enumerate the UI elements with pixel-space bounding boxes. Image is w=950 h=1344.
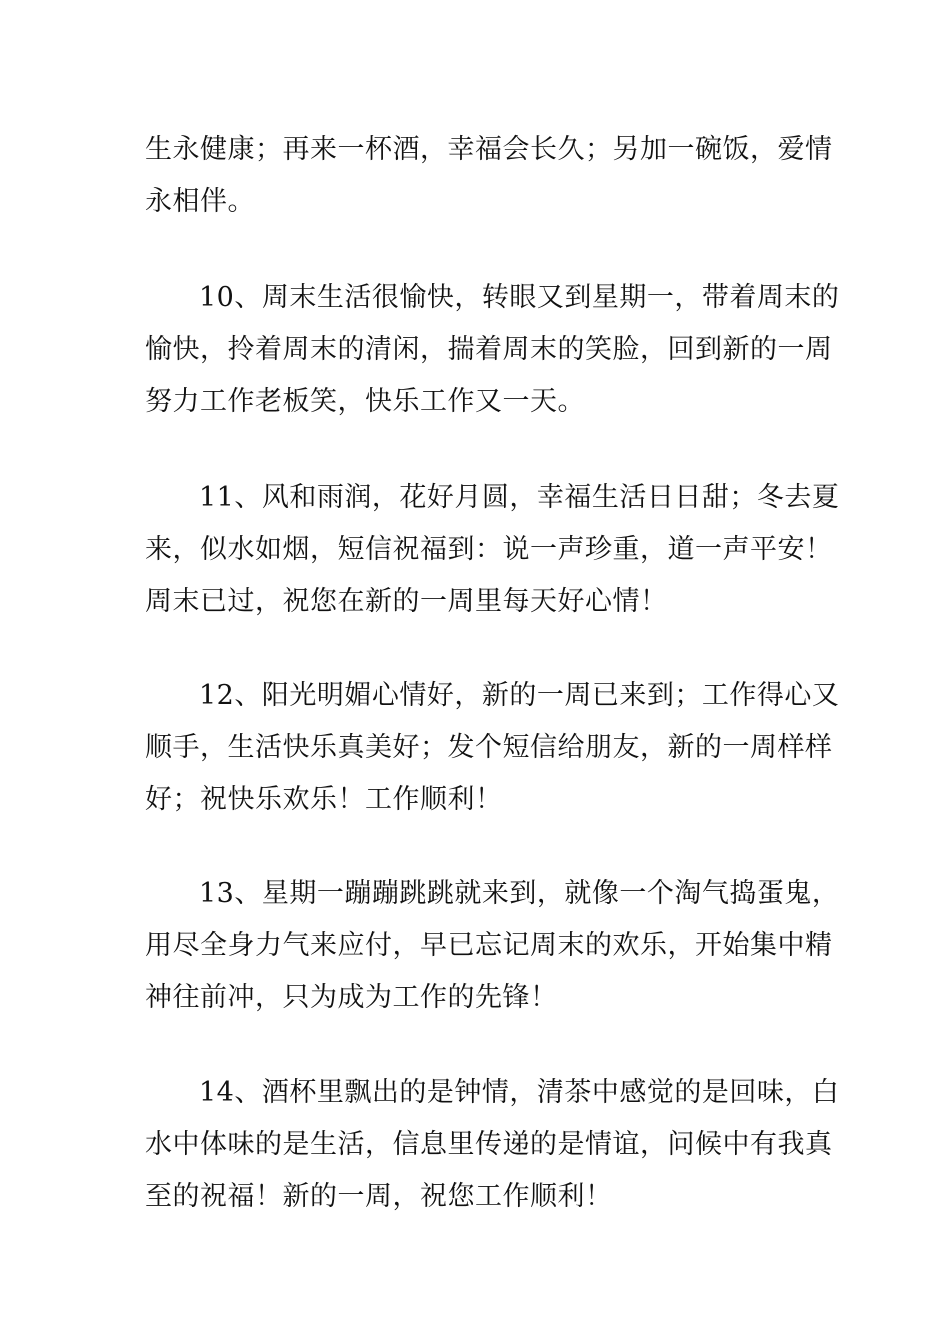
text-line: 周末已过，祝您在新的一周里每天好心情！ [145,586,668,617]
text-line: 11、风和雨润，花好月圆，幸福生活日日甜；冬去夏 [199,482,840,513]
paragraph-13 [145,868,840,1024]
text-line: 愉快，拎着周末的清闲，揣着周末的笑脸，回到新的一周 [145,334,833,365]
paragraph-14 [145,1067,840,1223]
text-line: 神往前冲，只为成为工作的先锋！ [145,982,558,1013]
text-line: 生永健康；再来一杯酒，幸福会长久；另加一碗饭，爱情 [145,134,833,165]
text-line: 好；祝快乐欢乐！工作顺利！ [145,784,503,815]
paragraph-10 [145,272,840,428]
text-line: 来，似水如烟，短信祝福到：说一声珍重，道一声平安！ [145,534,833,565]
text-line: 13、星期一蹦蹦跳跳就来到，就像一个淘气捣蛋鬼， [199,878,840,909]
text-line: 努力工作老板笑，快乐工作又一天。 [145,386,585,417]
text-line: 12、阳光明媚心情好，新的一周已来到；工作得心又 [199,680,840,711]
paragraph-12 [145,670,840,826]
text-line: 用尽全身力气来应付，早已忘记周末的欢乐，开始集中精 [145,930,833,961]
text-line: 10、周末生活很愉快，转眼又到星期一，带着周末的 [199,282,840,313]
paragraph-11 [145,472,840,628]
text-line: 顺手，生活快乐真美好；发个短信给朋友，新的一周样样 [145,732,833,763]
text-line: 14、酒杯里飘出的是钟情，清茶中感觉的是回味，白 [199,1077,840,1108]
text-line: 至的祝福！新的一周，祝您工作顺利！ [145,1181,613,1212]
text-line: 水中体味的是生活，信息里传递的是情谊，问候中有我真 [145,1129,833,1160]
text-line: 永相伴。 [145,186,255,217]
paragraph-continuation [145,124,833,228]
